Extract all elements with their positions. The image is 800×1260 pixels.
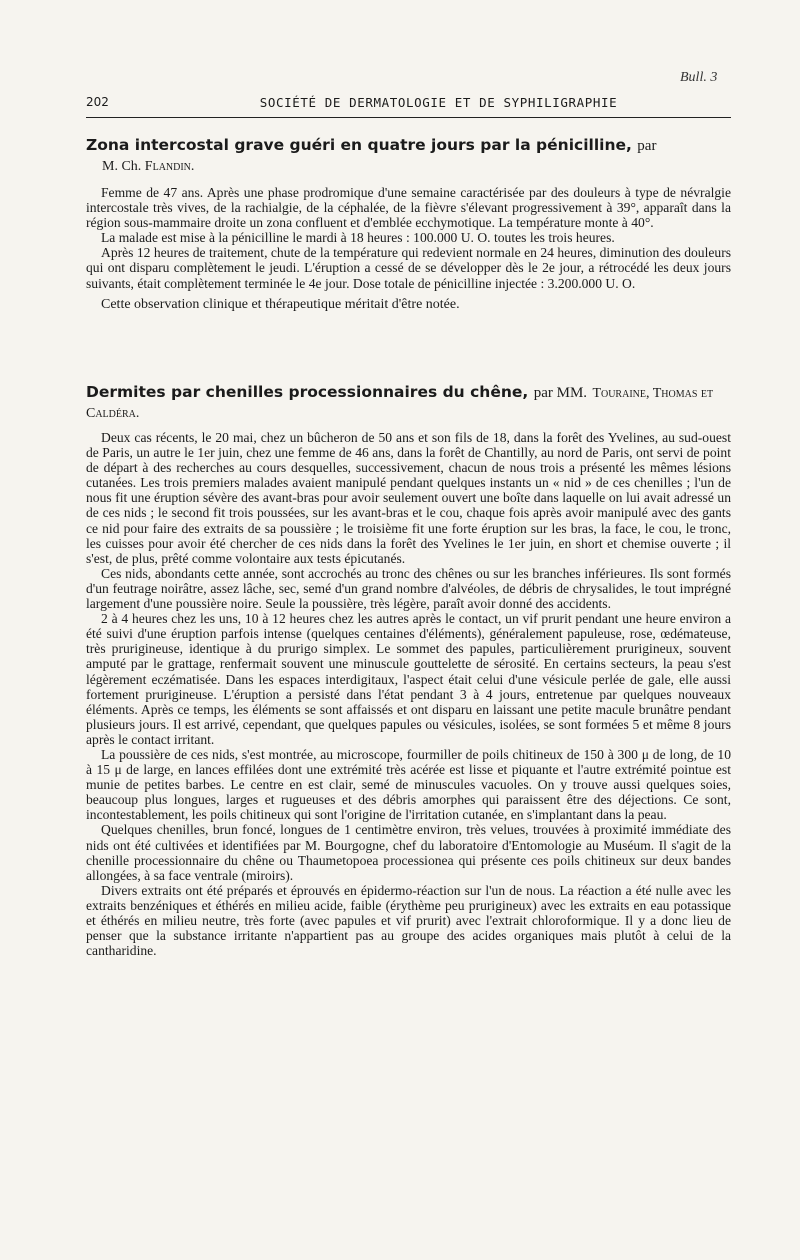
article1-title: Zona intercostal grave guéri en quatre jours par la pénicilline, <box>86 136 632 154</box>
handwritten-annotation: Bull. 3 <box>680 70 718 85</box>
article2-paragraph: Ces nids, abondants cette année, sont accrochés au tronc des chênes ou sur les branches inférieures. Ils sont formés d'un feutrage noirâtre, assez lâche, sec, semé d'un grand nombre d'alvéoles, de débris de chrysalides, le tout imprégné largement d'une poussière noire. Seule la poussière, très légère, paraît avoir donné des accidents. <box>86 565 731 612</box>
article1-author: M. Ch. Flandin. <box>102 159 195 174</box>
journal-title: SOCIÉTÉ DE DERMATOLOGIE ET DE SYPHILIGRAPHIE <box>259 95 618 110</box>
article1-paragraph: Après 12 heures de traitement, chute de la température qui redevient normale en 24 heures, diminution des douleurs qui ont disparu complètement le jeudi. L'éruption a cessé de se développer dès le 2e jour, a rétrocédé les deux jours suivants, était complètement terminée le 4e jour. Dose totale de pénicilline injectée : 3.200.000 U. O. <box>86 245 732 291</box>
article2-paragraph: 2 à 4 heures chez les uns, 10 à 12 heures chez les autres après le contact, un vif prurit pendant une heure environ a été suivi d'une éruption parfois intense (quelques centaines d'éléments), généralement papuleuse, rose, œdémateuse, très prurigineuse, identique à du prurigo simplex. Le sommet des papules, particulièrement prurigineux, souvent amputé par le grattage, renfermait souvent une minuscule gouttelette de sérosité. En certains secteurs, la peau s'est légèrement eczématisée. Dans les espaces interdigitaux, l'aspect était celui d'une vésicule perlée de gale, elle aussi fortement prurigineuse. L'éruption a persisté dans l'état pendant 3 à 4 jours, entretenue par quelques nouveaux éléments. Après ce temps, les éléments se sont affaissés et ont disparu en laissant une petite macule brunâtre pendant plusieurs jours. Il est arrivé, cependant, que quelques papules ou vésicules, isolées, se sont formées 5 et même 8 jours après le contact irritant. <box>86 611 731 747</box>
article1-note: Cette observation clinique et thérapeutique méritait d'être notée. <box>101 296 460 312</box>
page-number: 202 <box>86 95 109 109</box>
article1-body <box>86 185 731 313</box>
article2-paragraph: Deux cas récents, le 20 mai, chez un bûcheron de 50 ans et son fils de 18, dans la forêt des Yvelines, au sud-ouest de Paris, un autre le 1er juin, chez une femme de 46 ans, dans la forêt de Chantilly, au nord de Paris, ont servi de point de départ à des recherches au cours desquelles, successivement, chacun de nous trois a présenté les mêmes lésions cutanées. Les trois premiers malades avaient manipulé pendant quelques instants un « nid » de ces chenilles ; l'un de nous fit une éruption sévère des avant-bras pour avoir seulement ouvert une boîte dans laquelle on lui avait adressé un de ces nids ; le second fit trois poussées, sur les avant-bras et le cou, chaque fois après avoir manipulé avec des gants ce nid pour faire des extraits de sa poussière ; le troisième fit une forte éruption sur les bras, la face, le cou, le tronc, les cuisses pour avoir été chercher de ces nids dans la forêt des Yvelines le 1er juin, en short et chemise ouverte ; il s'est, de plus, prêté comme volontaire aux tests épicutanés. <box>86 430 731 566</box>
header-rule <box>86 117 731 118</box>
article2-body <box>86 430 731 958</box>
article2-title-block <box>86 383 731 423</box>
article2-by: par MM. <box>533 385 588 401</box>
article2-paragraph: La poussière de ces nids, s'est montrée, au microscope, fourmiller de poils chitineux de 150 à 300 μ de long, de 10 à 15 μ de large, en lances effilées dont une extrémité très acérée est lisse et piquante et l'autre extrémité pointue est munie de petites barbes. Le centre en est clair, semé de minuscules vacuoles. On y trouve aussi quelques soies, beaucoup plus longues, larges et rugueuses et des débris amorphes qui paraissent être des déjections. Ce sont, incontestablement, les poils chitineux qui sont l'origine de l'irritation cutanée, en s'implantant dans la peau. <box>86 746 731 823</box>
article2-paragraph: Quelques chenilles, brun foncé, longues de 1 centimètre environ, très velues, trouvées à proximité immédiate des nids ont été cultivées et identifiées par M. Bourgogne, chef du laboratoire d'Entomologie au Muséum. Il s'agit de la chenille processionnaire du chêne ou Thaumetopoea processionea qui présente ces poils chitineux sur deux bandes allongées, à sa face ventrale (miroirs). <box>86 822 731 883</box>
article1-paragraph: Femme de 47 ans. Après une phase prodromique d'une semaine caractérisée par des douleurs à type de névralgie intercostale très vives, de la rachialgie, de la céphalée, de la fièvre s'élevant progressivement à 39°, apparaît dans la région sous-mammaire droite un zona confluent et d'emblée ecchymotique. La température monte à 40°. <box>86 185 731 231</box>
article2-authors: Touraine, Thomas et Caldéra. <box>86 386 714 421</box>
article1-title-block <box>86 136 731 176</box>
article2-paragraph: Divers extraits ont été préparés et éprouvés en épidermo-réaction sur l'un de nous. La réaction a été nulle avec les extraits benzéniques et éthérés en milieu acide, faible (érythème peu prurigineux) avec les extraits en eau potassique et éthérés en milieu neutre, très forte (avec papules et vif prurit) avec l'extrait chloroformique. Il y a donc lieu de penser que la substance irritante n'appartient pas au groupe des acides organiques mais plutôt à celui de la cantharidine. <box>86 882 731 959</box>
article1-paragraph: La malade est mise à la pénicilline le mardi à 18 heures : 100.000 U. O. toutes les trois heures. <box>101 230 615 246</box>
running-header <box>86 95 731 115</box>
article1-by: par <box>637 138 657 154</box>
article2-title: Dermites par chenilles processionnaires du chêne, <box>86 383 529 401</box>
